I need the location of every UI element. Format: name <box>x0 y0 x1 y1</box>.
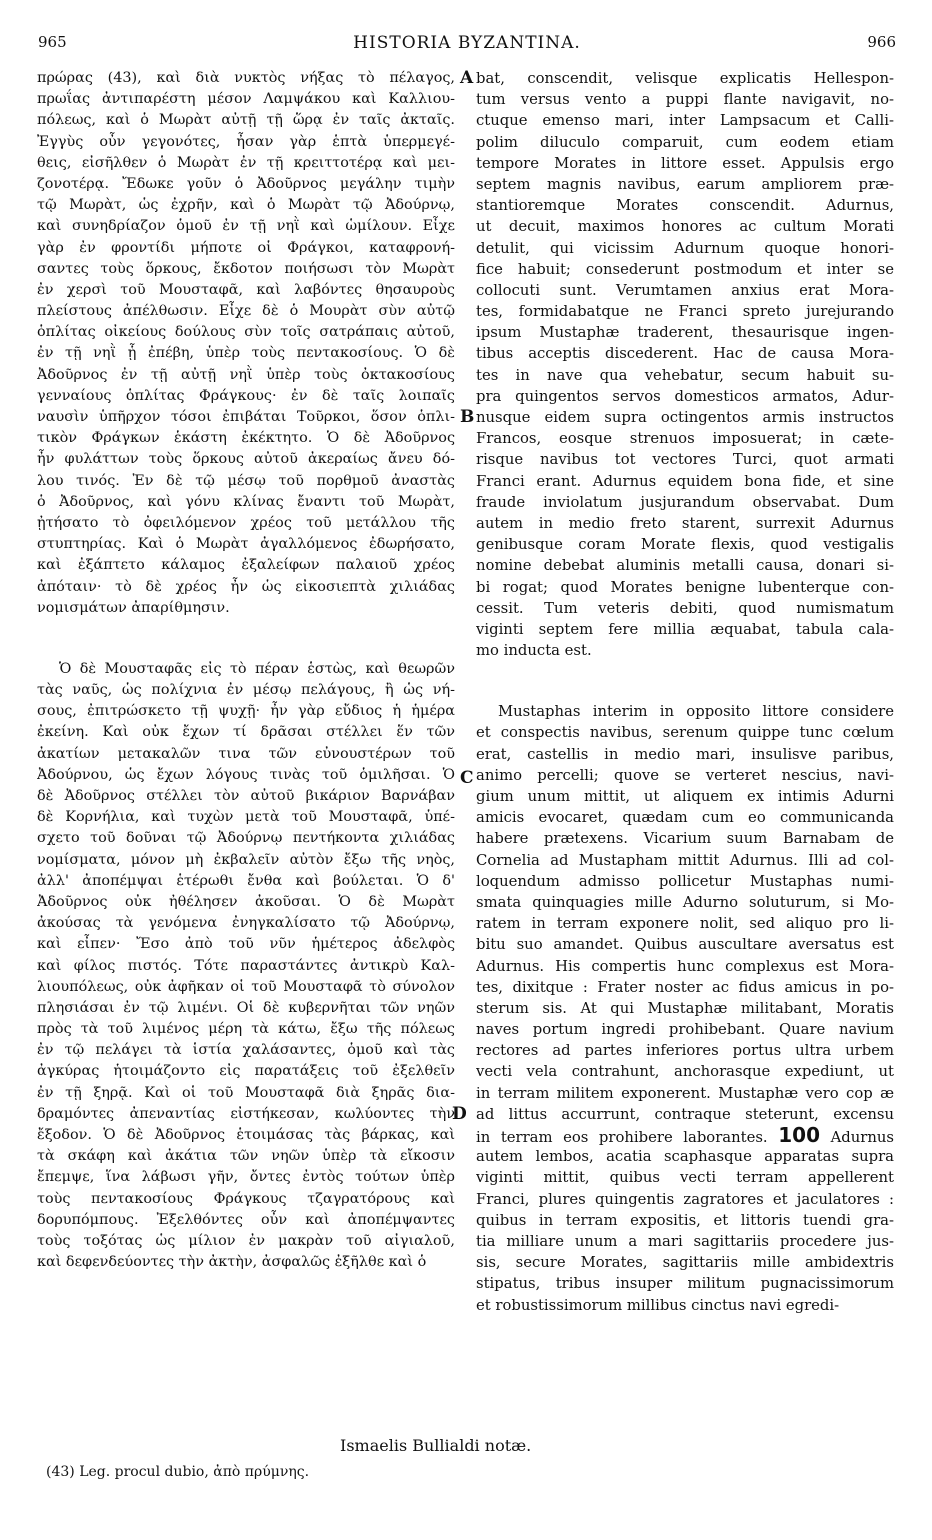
text-line: σχετο τοῦ δοῦναι τῷ Ἀδούρνῳ πεντήκοντα χιλιάδας <box>37 830 455 847</box>
text-line: viginti septem fere millia æquabat, tabula cala- <box>476 620 894 638</box>
text-line: tibus acceptis discederent. Hac de causa Mora- <box>476 345 894 363</box>
latin-column <box>476 68 894 1316</box>
text-line: τοὺς τοξότας ὡς μίλιον ἐν μακρὰν τοῦ αἰγιαλοῦ, <box>37 1232 455 1249</box>
text-line: ὁπλίτας οἰκείους δούλους σὺν τοῖς σατράπαις αὐτοῦ, <box>37 324 455 341</box>
text-line: καὶ ἐξάπτετο κάλαμος ἐξαλείφων παλαιοῦ χρέος <box>37 557 455 574</box>
text-line: Adurnus. His compertis hunc complexus est Mora- <box>476 957 894 975</box>
text-line: ἐν τῇ ξηρᾷ. Καὶ οἱ τοῦ Μουσταφᾶ διὰ ξηρᾶς δια- <box>37 1084 455 1101</box>
text-line: cessit. Tum veteris debiti, quod numismatum <box>476 599 894 617</box>
text-line: δὲ Κορνήλια, καὶ τυχὼν μετὰ τοῦ Μουσταφᾶ, ὑπέ- <box>37 809 455 826</box>
page-header <box>38 33 896 57</box>
notes-title: Ismaelis Bullialdi notæ. <box>340 1436 532 1455</box>
text-line: ἐν χερσὶ τοῦ Μουσταφᾶ, καὶ λαβόντες θησαυροὺς <box>37 281 455 298</box>
text-line: ζονοτέρᾳ. Ἔδωκε γοῦν ὁ Ἀδοῦρνος μεγάλην τιμὴν <box>37 175 455 192</box>
text-line: genibusque coram Morate flexis, quod vestigalis <box>476 536 894 554</box>
text-line: Francos, eosque strenuos imposuerat; in cæte- <box>476 430 894 448</box>
paragraph-gap <box>476 661 894 701</box>
text-line: ἀκούσας τὰ γενόμενα ἐνηγκαλίσατο τῷ Ἀδούρνῳ, <box>37 915 455 932</box>
text-line: πρὸς τὰ τοῦ λιμένος μέρη τὰ κάτω, ἔξω τῆς πόλεως <box>37 1021 455 1038</box>
footnote: (43) Leg. procul dubio, ἀπὸ πρύμνης. <box>46 1464 310 1480</box>
text-line: in terram militem exponerent. Mustaphæ vero cop æ <box>476 1084 894 1102</box>
text-line: ἐν τῇ νηῒ ᾗ ἐπέβη, ὑπὲρ τοὺς πεντακοσίους. Ὁ δὲ <box>37 345 455 362</box>
margin-marker-c: C <box>460 768 474 788</box>
text-line-part: Adurnus <box>830 1129 894 1146</box>
text-line: πρώρας (43), καὶ διὰ νυκτὸς νήξας τὸ πέλαγος, <box>37 70 455 86</box>
text-line: λιουπόλεως, οὐκ ἀφῆκαν οἱ τοῦ Μουσταφᾶ τὸ σύνολον <box>37 978 455 995</box>
text-line: quibus in terram expositis, et littoris tuendi gra- <box>476 1211 894 1229</box>
text-line: ἔξοδον. Ὁ δὲ Ἀδοῦρνος ἑτοιμάσας τὰς βάρκας, καὶ <box>37 1127 455 1143</box>
paragraph-gap <box>37 619 455 659</box>
text-line: autem in medio freto starent, surrexit Adurnus <box>476 514 894 532</box>
text-line: naves portum ingredi prohibebant. Quare navium <box>476 1021 894 1039</box>
text-line: ἐν τῷ πελάγει τὰ ἱστία χαλάσαντες, ὁμοῦ καὶ τὰς <box>37 1042 455 1059</box>
text-line: loquendum admisso pollicetur Mustaphas numi- <box>476 872 894 890</box>
text-line: γὰρ ἐν φροντίδι μήποτε οἱ Φράγκοι, καταφρονή- <box>37 239 455 256</box>
text-line: ratem in terram exponere nolit, sed aliquo pro li- <box>476 915 894 933</box>
text-line-part: in terram eos prohibere laborantes. <box>476 1129 768 1146</box>
text-line: viginti mittit, quibus vecti terram appellerent <box>476 1169 894 1187</box>
text-line: Ἀδοῦρνος οὐκ ἠθέλησεν ἀκοῦσαι. Ὁ δὲ Μωρὰτ <box>37 893 455 910</box>
text-line: sis, secure Morates, sagittariis mille ambidextris <box>476 1254 894 1272</box>
text-line: ipsum Mustaphæ traderent, thesaurisque ingen- <box>476 324 894 342</box>
margin-marker-a: A <box>460 68 474 88</box>
page-number-left: 965 <box>38 33 67 51</box>
text-line: autem lembos, acatia scaphasque apparatas supra <box>476 1148 894 1166</box>
text-line: fice habuit; consederunt postmodum et inter se <box>476 260 894 278</box>
text-line: λου τινός. Ἐν δὲ τῷ μέσῳ τοῦ πορθμοῦ ἀναστὰς <box>37 472 455 489</box>
text-line: nomine debebat aluminis metalli causa, donari si- <box>476 557 894 575</box>
text-line: bitu suo amandet. Quibus auscultare aversatus est <box>476 936 894 954</box>
text-line: vecti vela contrahunt, anchorasque expediunt, ut <box>476 1063 894 1081</box>
text-line: Franci erant. Adurnus equidem bona fide, et sine <box>476 472 894 490</box>
text-line: mo inducta est. <box>476 642 592 660</box>
text-line: pra quingentos servos domesticos armatos, Adur- <box>476 387 894 405</box>
text-line: τῷ Μωρὰτ, ὡς ἐχρῆν, καὶ ὁ Μωρὰτ τῷ Ἀδούρνῳ, <box>37 197 455 214</box>
text-line: polim diluculo comparuit, cum eodem etiam <box>476 133 894 151</box>
text-line: ἀλλ' ἀποπέμψαι ἑτέρωθι ἔνθα καὶ βούλεται. Ὁ δ' <box>37 872 455 889</box>
text-line: tes, formidabatque ne Franci spreto jurejurando <box>476 303 894 321</box>
text-line: risque navibus tot vectores Turci, quot armati <box>476 451 894 469</box>
text-line: et conspectis navibus, serenum quippe tunc cœlum <box>476 724 894 742</box>
greek-column <box>37 68 455 1273</box>
text-line: collocuti sunt. Verumtamen anxius erat Mora- <box>476 281 894 299</box>
text-line: νομίσματα, μόνον μὴ ἐκβαλεῖν αὐτὸν ἔξω τῆς νηὸς, <box>37 851 455 868</box>
text-line: Ἀδούρνου, ὡς ἔχων λόγους τινὰς τοῦ ὁμιλῆσαι. Ὁ <box>37 766 455 783</box>
text-line: rectores ad partes inferiores portus ultra urbem <box>476 1042 894 1060</box>
text-line: ἦν φυλάττων τοὺς ὅρκους αὐτοῦ ἀκεραίως ἄνευ δό- <box>37 451 455 468</box>
text-line: καὶ δεφενδεύοντες τὴν ἀκτὴν, ἀσφαλῶς ἐξῆλθε καὶ ὁ <box>37 1254 427 1271</box>
text-line: δορυπόμπους. Ἐξελθόντες οὖν καὶ ἀποπέμψαντες <box>37 1211 455 1228</box>
text-line: bi rogat; quod Morates benigne lubenterque con- <box>476 578 894 596</box>
margin-marker-b: B <box>460 407 475 427</box>
text-line: Mustaphas interim in opposito littore considere <box>498 703 894 721</box>
text-line: ᾐτήσατο τὸ ὀφειλόμενον χρέος τοῦ μετάλλου τῆς <box>37 514 455 531</box>
text-line: Cornelia ad Mustapham mittit Adurnus. Illi ad col- <box>476 851 894 869</box>
text-line: δραμόντες ἀπεναντίας εἰστήκεσαν, κωλύοντες τὴν <box>37 1105 455 1122</box>
text-line: Ἀδοῦρνος ἐν τῇ αὐτῇ νηῒ ὑπὲρ τοὺς ὀκτακοσίους <box>37 366 455 383</box>
running-title: HISTORIA BYZANTINA. <box>353 33 581 53</box>
text-line: ἀπόταιν· τὸ δὲ χρέος ἦν ὡς εἰκοσιεπτὰ χιλιάδας <box>37 578 455 595</box>
text-line: γενναίους ὁπλίτας Φράγκους· ἐν δὲ ταῖς λοιπαῖς <box>37 387 455 404</box>
text-line: animo percelli; quove se verteret nescius, navi- <box>476 766 894 784</box>
text-line: ναυσὶν ὑπῆρχον τόσοι ἐπιβάται Τοῦρκοι, ὅσον ὁπλι- <box>37 409 455 425</box>
text-line: ἀγκύρας ἡτοιμάζοντο εἰς παρατάξεις τοῦ ἐξελθεῖν <box>37 1063 455 1080</box>
text-line: habere prætexens. Vicarium suum Barnabam de <box>476 830 894 848</box>
text-line: tia milliare unum a mari sagittariis procedere jus- <box>476 1232 894 1250</box>
text-line: ἀκατίων μετακαλῶν τινα τῶν εὐνουστέρων τοῦ <box>37 745 455 762</box>
text-line: τὰ σκάφη καὶ ἀκάτια τῶν νηῶν ὑπὲρ τὰ εἴκοσιν <box>37 1148 455 1165</box>
text-line: stantioremque Morates conscendit. Adurnus, <box>476 197 894 215</box>
text-line: smata quinquagies mille Adurno soluturum, si Mo- <box>476 893 894 911</box>
text-line: νομισμάτων ἀπαρίθμησιν. <box>37 599 230 616</box>
text-line: et robustissimorum millibus cinctus navi egredi- <box>476 1296 840 1314</box>
text-line: θεις, εἰσῆλθεν ὁ Μωρὰτ ἐν τῇ κρειττοτέρᾳ καὶ μει- <box>37 154 455 171</box>
text-line: καὶ συνηδρίαζον ὁμοῦ ἐν τῇ νηῒ καὶ ὡμίλουν. Εἶχε <box>37 218 455 235</box>
text-line: πρωΐας ἀντιπαρέστη μέσον Λαμψάκου καὶ Καλλιου- <box>37 91 455 108</box>
text-line: fraude inviolatum jusjurandum observabat. Dum <box>476 493 894 511</box>
text-line: tes in nave qua vehebatur, secum habuit su- <box>476 366 894 384</box>
text-line: amicis evocaret, quædam cum eo communicanda <box>476 809 894 827</box>
text-line: τικὸν Φράγκων ἑκάστη ἐκέκτητο. Ὁ δὲ Ἀδοῦρνος <box>37 430 455 447</box>
text-line: tes, dixitque : Frater noster ac fidus amicus in po- <box>476 978 894 996</box>
page-number-right: 966 <box>867 33 896 51</box>
text-line: καὶ εἶπεν· Ἔσο ἀπὸ τοῦ νῦν ἡμέτερος ἀδελφὸς <box>37 936 455 953</box>
text-line: ut decuit, maximos honores ac cultum Morati <box>476 218 894 236</box>
text-line: σους, ἐπιτρώσκετο τῇ ψυχῇ· ἦν γὰρ εὔδιος ἡ ἡμέρα <box>37 703 455 720</box>
text-line: Ὁ δὲ Μουσταφᾶς εἰς τὸ πέραν ἑστὼς, καὶ θεωρῶν <box>59 660 455 677</box>
text-line: πλησιάσαι ἐν τῷ λιμένι. Οἱ δὲ κυβερνῆται τῶν νηῶν <box>37 999 455 1016</box>
text-line: septem magnis navibus, earum ampliorem præ- <box>476 175 894 193</box>
text-line: τὰς ναῦς, ὡς πολίχνια ἐν μέσῳ πελάγους, ἢ ὡς νή- <box>37 682 455 699</box>
text-line: Franci, plures quingentis zagratores et jaculatores : <box>476 1190 894 1208</box>
text-line: ὁ Ἀδοῦρνος, καὶ γόνυ κλίνας ἔναντι τοῦ Μωρὰτ, <box>37 493 455 510</box>
text-line: tum versus vento a puppi flante navigavit, no- <box>476 91 894 109</box>
text-line: ctuque emenso mari, inter Lampsacum et Calli- <box>476 112 894 130</box>
text-line: erat, castellis in medio mari, insulisve paribus, <box>476 745 894 763</box>
text-line: τοὺς πεντακοσίους Φράγκους τζαγρατόρους καὶ <box>37 1190 455 1207</box>
text-line: καὶ φίλος πιστός. Τότε παραστάντες ἀντικρὺ Καλ- <box>37 957 455 974</box>
text-line: stipatus, tribus insuper militum pugnacissimorum <box>476 1275 894 1293</box>
text-line: ἐκείνη. Καὶ οὐκ ἔχων τί δρᾶσαι στέλλει ἕν τῶν <box>37 724 455 741</box>
text-line: σαντες τοὺς ὅρκους, ἔκδοτον ποιήσωσι τὸν Μωρὰτ <box>37 260 455 277</box>
text-line: tempore Morates in littore esset. Appulsis ergo <box>476 154 894 172</box>
text-line: nusque eidem supra octingentos armis instructos <box>476 409 894 426</box>
text-line: bat, conscendit, velisque explicatis Hellespon- <box>476 70 894 87</box>
text-line: ἔπεμψε, ἵνα λάβωσι γῆν, ὄντες ἐντὸς τούτων ὑπὲρ <box>37 1169 455 1186</box>
section-number-100: 100 <box>778 1125 820 1147</box>
text-line: detulit, qui vicissim Adurnum quoque honori- <box>476 239 894 257</box>
text-line <box>476 1125 894 1146</box>
text-line: στυπτηρίας. Καὶ ὁ Μωρὰτ ἀγαλλόμενος ἐδωρήσατο, <box>37 536 455 553</box>
text-line: gium unum mittit, ut aliquem ex intimis Adurni <box>476 788 894 805</box>
text-line: δὲ Ἀδοῦρνος στέλλει τὸν αὐτοῦ βικάριον Βαρνάβαν <box>37 788 455 804</box>
text-line: Ἐγγὺς οὖν γεγονότες, ἦσαν γὰρ ἑπτὰ ὑπερμεγέ- <box>37 133 455 150</box>
text-line: πόλεως, καὶ ὁ Μωρὰτ αὐτῇ τῇ ὥρᾳ ἐν ταῖς ἀκταῖς. <box>37 112 455 129</box>
text-line: πλείστους ἀπέλθωσιν. Εἶχε δὲ ὁ Μουρὰτ σὺν αὐτῷ <box>37 303 455 320</box>
margin-marker-d: D <box>452 1104 467 1124</box>
text-line: sterum sis. At qui Mustaphæ militabant, Moratis <box>476 999 894 1017</box>
text-line: ad littus accurrunt, contraque steterunt, excensu <box>476 1105 894 1123</box>
